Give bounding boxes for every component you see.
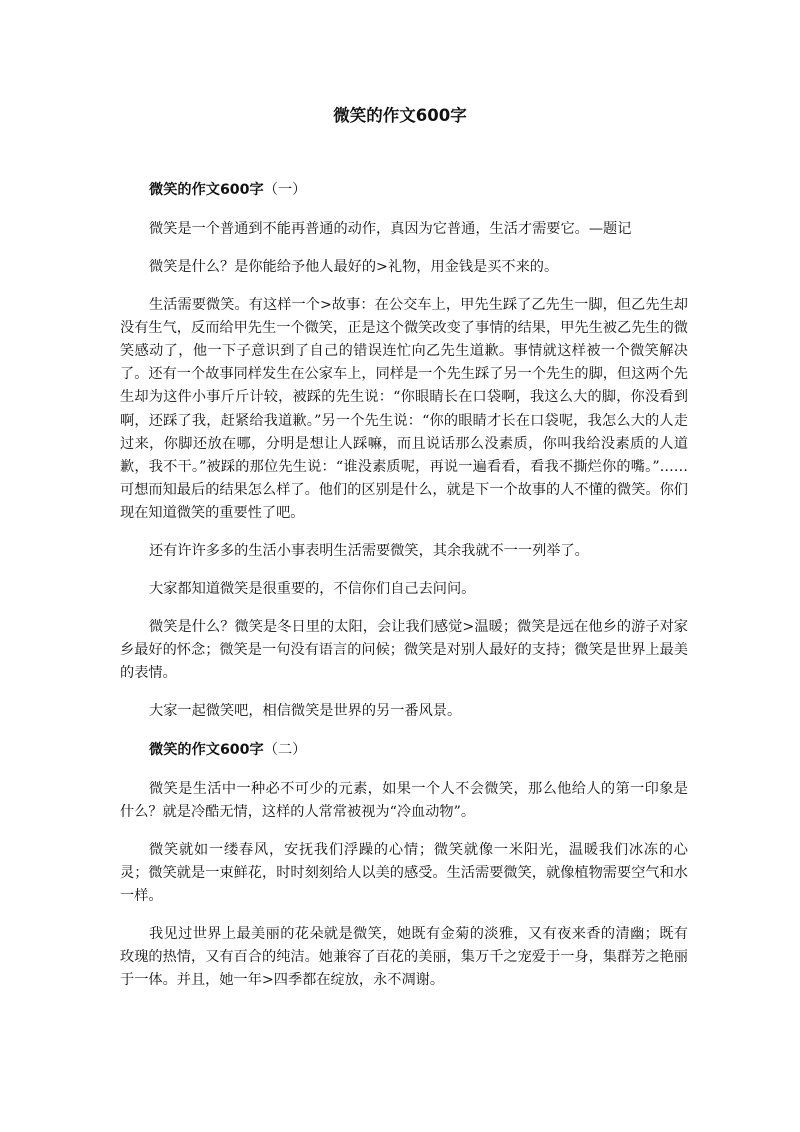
paragraph: 微笑是什么？微笑是冬日里的太阳，会让我们感觉>温暖；微笑是远在他乡的游子对家乡最好的怀念；微笑是一句没有语言的问候；微笑是对别人最好的支持；微笑是世界上最美的表情。 [120, 618, 688, 682]
section-heading [120, 178, 688, 202]
document-title: 微笑的作文600字 [333, 106, 467, 125]
paragraph: 大家一起微笑吧，相信微笑是世界的另一番风景。 [149, 703, 462, 720]
paragraph: 大家都知道微笑是很重要的，不信你们自己去问问。 [149, 581, 476, 598]
document-body [120, 178, 688, 1007]
paragraph: 微笑是生活中一种必不可少的元素，如果一个人不会微笑，那么他给人的第一印象是什么？就是冷酷无情，这样的人常常被视为“冷血动物”。 [120, 780, 688, 821]
paragraph: 微笑是什么？是你能给予他人最好的>礼物，用金钱是买不来的。 [149, 258, 559, 275]
section-heading-text: 微笑的作文600字 [149, 741, 264, 758]
paragraph: 我见过世界上最美丽的花朵就是微笑，她既有金菊的淡雅，又有夜来香的清幽；既有玫瑰的热情，又有百合的纯洁。她兼容了百花的美丽，集万千之宠爱于一身，集群芳之艳丽于一体。并且，她一年>四季都在绽放，永不凋谢。 [120, 926, 688, 989]
paragraph: 还有许许多多的生活小事表明生活需要微笑，其余我就不一一列举了。 [149, 543, 589, 560]
paragraph: 微笑就如一缕春风，安抚我们浮躁的心情；微笑就像一米阳光，温暖我们冰冻的心灵；微笑就是一束鲜花，时时刻刻给人以美的感受。生活需要微笑，就像植物需要空气和水一样。 [120, 841, 688, 905]
section-heading-text: 微笑的作文600字 [149, 182, 264, 198]
section-heading [120, 738, 688, 762]
section-number: （二） [263, 741, 307, 758]
section-number: （一） [263, 182, 307, 198]
paragraph: 生活需要微笑。有这样一个>故事：在公交车上，甲先生踩了乙先生一脚，但乙先生却没有生气，反而给甲先生一个微笑，正是这个微笑改变了事情的结果，甲先生被乙先生的微笑感动了，他一下子意识到了自己的错误连忙向乙先生道歉。事情就这样被一个微笑解决了。还有一个故事同样发生在公家车上，同样是一个先生踩了另一个先生的脚，但这两个先生却为这件小事斤斤计较，被踩的先生说：“你眼睛长在口袋啊，我这么大的脚，你没看到啊，还踩了我，赶紧给我道歉。”另一个先生说：“你的眼睛才长在口袋呢，我怎么大的人走过来，你脚还放在哪，分明是想让人踩嘛，而且说话那么没素质，你叫我给没素质的人道歉，我不干。”被踩的那位先生说：“谁没素质呢，再说一遍看看，看我不撕烂你的嘴。”……可想而知最后的结果怎么样了。他们的区别是什么，就是下一个故事的人不懂的微笑。你们现在知道微笑的重要性了吧。 [120, 296, 688, 522]
paragraph: 微笑是一个普通到不能再普通的动作，真因为它普通，生活才需要它。—题记 [149, 221, 632, 237]
